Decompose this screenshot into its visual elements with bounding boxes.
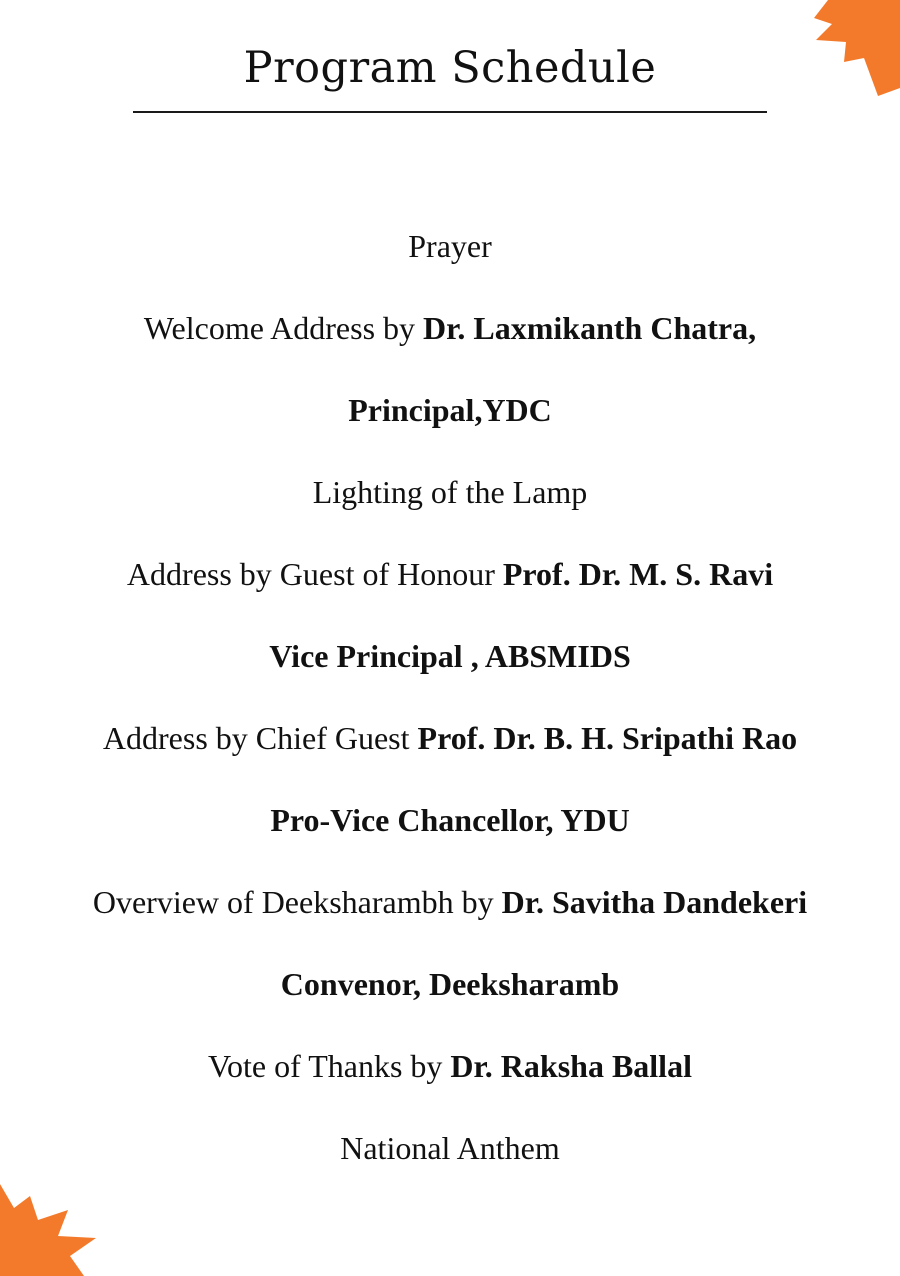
schedule-item-welcome-address [0, 302, 900, 384]
item-text: Lighting of the Lamp [312, 474, 588, 510]
item-text: Overview of Deeksharambh by [92, 884, 502, 920]
schedule-item-vote-of-thanks [0, 1040, 900, 1122]
item-person: Dr. Laxmikanth Chatra, [423, 310, 757, 346]
item-person-role: Vice Principal , ABSMIDS [269, 638, 631, 674]
title-underline-divider [133, 111, 767, 113]
item-person-role: Convenor, Deeksharamb [280, 966, 620, 1002]
schedule-item-overview-role [0, 958, 900, 1040]
item-person-role: Pro-Vice Chancellor, YDU [270, 802, 630, 838]
item-text: Vote of Thanks by [208, 1048, 451, 1084]
schedule-item-lighting-lamp [0, 466, 900, 548]
item-text: Address by Guest of Honour [126, 556, 503, 592]
schedule-item-prayer [0, 220, 900, 302]
item-text: Address by Chief Guest [102, 720, 418, 756]
item-text: National Anthem [340, 1130, 560, 1166]
schedule-item-chief-guest [0, 712, 900, 794]
item-person: Dr. Raksha Ballal [450, 1048, 692, 1084]
schedule-list [0, 220, 900, 1204]
schedule-item-guest-of-honour [0, 548, 900, 630]
schedule-item-guest-of-honour-role [0, 630, 900, 712]
page-title: Program Schedule [243, 43, 657, 93]
item-text: Prayer [408, 228, 492, 264]
item-person-role: Principal,YDC [348, 392, 552, 428]
schedule-item-welcome-address-role [0, 384, 900, 466]
item-person: Prof. Dr. B. H. Sripathi Rao [417, 720, 798, 756]
schedule-item-chief-guest-role [0, 794, 900, 876]
item-person: Dr. Savitha Dandekeri [501, 884, 808, 920]
item-person: Prof. Dr. M. S. Ravi [502, 556, 774, 592]
item-text: Welcome Address by [143, 310, 424, 346]
schedule-item-overview [0, 876, 900, 958]
schedule-item-national-anthem [0, 1122, 900, 1204]
